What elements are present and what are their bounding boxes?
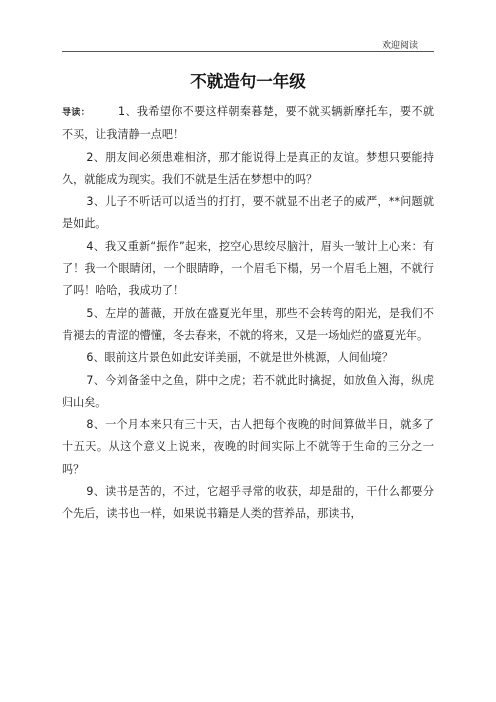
page-header-text: 欢迎阅读	[381, 41, 418, 51]
page-title: 不就造句一年级	[190, 72, 306, 91]
paragraph-8: 8、一个月本来只有三十天，古人把每个夜晚的时间算做半日，就多了十五天。从这个意义上说来，夜晚的时间实际上不就等于生命的三分之一吗？	[62, 418, 434, 476]
document-body	[62, 101, 434, 526]
paragraph-3: 3、儿子不听话可以适当的打打，要不就显不出老子的威严，**问题就是如此。	[62, 195, 434, 231]
paragraph-text: 1、我希望你不要这样朝秦暮楚，要不就买辆新摩托车，要不就不买，让我清静一点吧！	[62, 105, 434, 142]
paragraph-5: 5、左岸的蔷薇，开放在盛夏光年里，那些不会转弯的阳光，是我们不肯褪去的青涩的懵懂，冬去春来，不就的将来，又是一场灿烂的盛夏光年。	[62, 306, 434, 342]
header-divider	[62, 51, 434, 52]
paragraph-4: 4、我又重新“振作”起来，挖空心思绞尽脑汁，眉头一皱计上心来：有了！我一个眼睛闭，一个眼睛睁，一个眉毛下榻，另一个眉毛上翘，不就行了吗！哈哈，我成功了！	[62, 239, 434, 298]
paragraph-6: 6、眼前这片景色如此安详美丽，不就是世外桃源，人间仙境？	[86, 351, 393, 365]
paragraph-2: 2、朋友间必须患难相济，那才能说得上是真正的友谊。梦想只要能持久，就能成为现实。我们不就是生活在梦想中的吗？	[62, 150, 434, 186]
paragraph-9: 9、读书是苦的，不过，它超乎寻常的收获，却是甜的，干什么都要分个先后，读书也一样，如果说书籍是人类的营养品，那读书，	[62, 485, 434, 521]
paragraph-7: 7、今刘备釜中之鱼，阱中之虎；若不就此时擒捉，如放鱼入海，纵虎归山矣。	[62, 373, 434, 409]
intro-label: 导读：	[62, 108, 91, 118]
paragraph-1	[62, 101, 434, 147]
